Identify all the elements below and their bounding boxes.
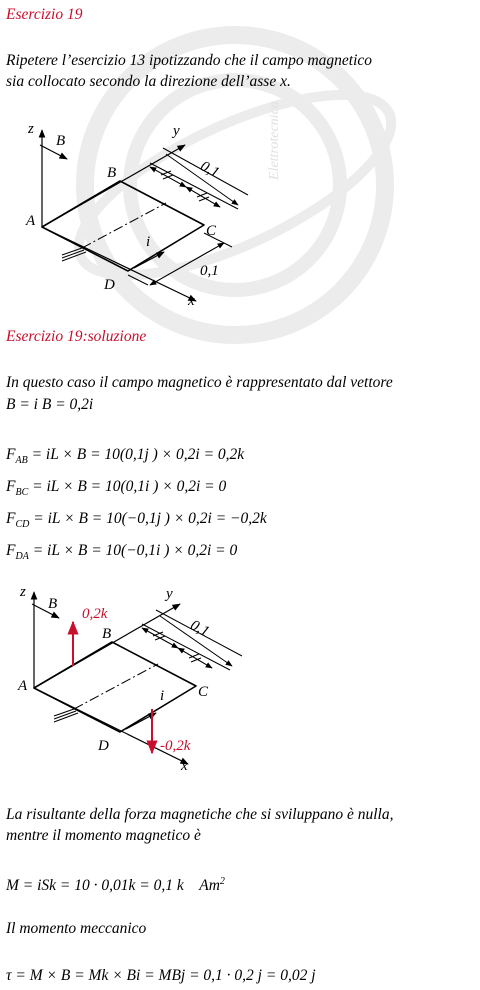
problem-line-1: Ripetere l’esercizio 13 ipotizzando che il campo magnetico xyxy=(6,52,373,69)
watermark-text: Elettrotecnica xyxy=(267,101,282,180)
current-label: i xyxy=(146,234,151,250)
corner-b-label-2: B xyxy=(102,626,112,642)
loop-diagram-2 xyxy=(0,578,300,778)
problem-line-2: sia collocato secondo la direzione dell’asse x. xyxy=(6,73,291,90)
mech-moment-label: Il momento meccanico xyxy=(6,920,147,937)
current-label-2: i xyxy=(160,688,165,704)
exercise-title: Esercizio 19 xyxy=(6,6,83,23)
field-label-2: B xyxy=(48,596,58,612)
force-cd: $F_{CD}$ = iL × B = 10(−0,1j ) × 0,2i = −0,2k xyxy=(6,510,267,531)
corner-d-label-2: D xyxy=(98,738,109,754)
corner-a-label: A xyxy=(26,213,36,229)
corner-d-label: D xyxy=(104,277,115,293)
solution-title: Esercizio 19:soluzione xyxy=(6,328,147,345)
axis-y-label-2: y xyxy=(166,586,173,602)
dim-side-label: 0,1 xyxy=(200,263,219,279)
dim-top-label-2: 0,1 xyxy=(187,617,212,641)
moment-equation: M = iSk = 10 · 0,01k = 0,1 k Am$^2$ xyxy=(6,876,225,895)
force-bc: $F_{BC}$ = iL × B = 10(0,1i ) × 0,2i = 0 xyxy=(6,478,227,499)
field-equation: B = i B = 0,2i xyxy=(6,396,94,413)
axis-x-label: x xyxy=(188,293,195,309)
axis-z-label: z xyxy=(28,121,34,137)
force-down-label: -0,2k xyxy=(160,738,191,754)
force-da: $F_{DA}$ = iL × B = 10(−0,1i ) × 0,2i = 0 xyxy=(6,542,238,563)
torque-equation: τ = M × B = Mk × Bi = MBj = 0,1 · 0,2 j = 0,02 j xyxy=(6,967,316,984)
force-ab: $F_{AB}$ = iL × B = 10(0,1j ) × 0,2i = 0,2k xyxy=(6,446,245,467)
corner-a-label-2: A xyxy=(18,678,28,694)
axis-x-label-2: x xyxy=(181,758,188,774)
axis-z-label-2: z xyxy=(20,584,26,600)
conclusion-line-1: La risultante della forza magnetiche che si sviluppano è nulla, xyxy=(6,806,394,823)
corner-c-label-2: C xyxy=(198,684,209,700)
corner-b-label: B xyxy=(107,165,117,181)
solution-intro: In questo caso il campo magnetico è rappresentato dal vettore xyxy=(6,374,393,391)
loop-diagram-1 xyxy=(0,115,300,315)
force-up-label: 0,2k xyxy=(82,606,108,622)
field-label: B xyxy=(56,133,66,149)
corner-c-label: C xyxy=(206,223,217,239)
conclusion-line-2: mentre il momento magnetico è xyxy=(6,827,201,844)
dim-top-label: 0,1 xyxy=(197,158,222,182)
axis-y-label: y xyxy=(173,123,180,139)
